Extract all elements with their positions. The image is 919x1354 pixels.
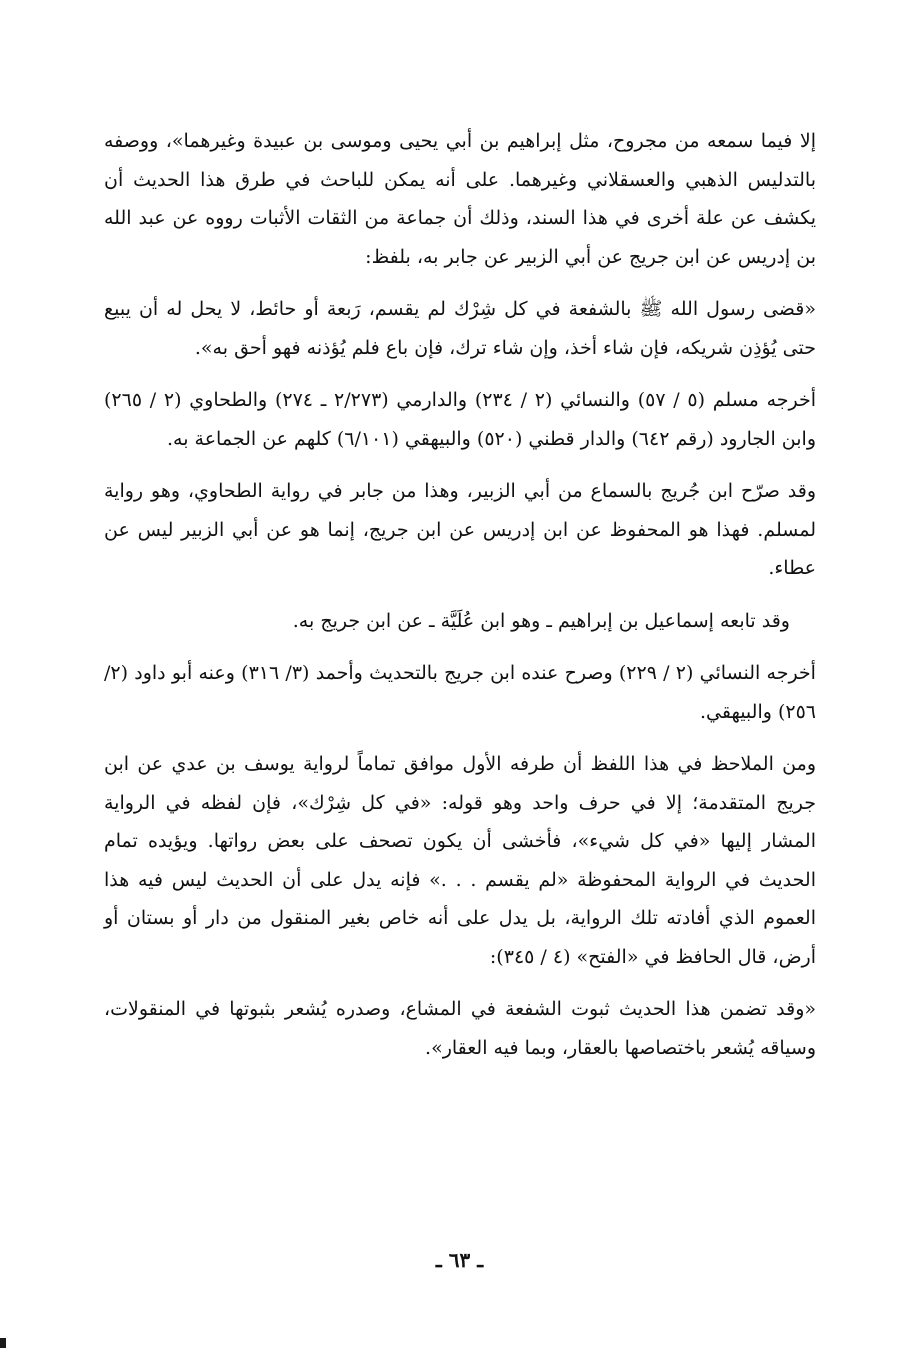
- paragraph-takhrij-1: أخرجه مسلم (٥ / ٥٧) والنسائي (٢ / ٢٣٤) والدارمي (٢/٢٧٣ ـ ٢٧٤) والطحاوي (٢ / ٢٦٥) وابن الجارود (رقم ٦٤٢) والدار قطني (٥٢٠) والبيهقي (٦/١٠١) كلهم عن الجماعة به.: [104, 389, 817, 450]
- hadith-quote: «قضى رسول الله ﷺ بالشفعة في كل شِرْك لم يقسم، رَبعة أو حائط، لا يحل له أن يبيع حتى يُؤذِن شريكه، فإن شاء أخذ، وإن شاء ترك، فإن باع فلم يُؤذنه فهو أحق به».: [104, 298, 816, 359]
- paragraph-takhrij-2: أخرجه النسائي (٢ / ٢٢٩) وصرح عنده ابن جريج بالتحديث وأحمد (٣/ ٣١٦) وعنه أبو داود (٢/ ٢٥٦) والبيهقي.: [104, 662, 816, 723]
- paragraph-1: إلا فيما سمعه من مجروح، مثل إبراهيم بن أبي يحيى وموسى بن عبيدة وغيرهما»، ووصفه بالتدليس الذهبي والعسقلاني وغيرهما. على أنه يمكن للباحث في طرق هذا الحديث أن يكشف عن علة أخرى في هذا السند، وذلك أن جماعة من الثقات الأثبات رووه عن عبد الله بن إدريس عن ابن جريج عن أبي الزبير عن جابر به، بلفظ:: [104, 130, 816, 268]
- fath-quote: «وقد تضمن هذا الحديث ثبوت الشفعة في المشاع، وصدره يُشعر بثبوتها في المنقولات، وسياقه يُشعر باختصاصها بالعقار، وبما فيه العقار».: [104, 998, 816, 1059]
- page-body: [104, 122, 816, 1081]
- page-number: ـ ٦٣ ـ: [435, 1248, 484, 1272]
- paragraph-7: ومن الملاحظ في هذا اللفظ أن طرفه الأول موافق تماماً لرواية يوسف بن عدي عن ابن جريج المتقدمة؛ إلا في حرف واحد وهو قوله: «في كل شِرْك»، فإن لفظه في الرواية المشار إليها «في كل شيء»، فأخشى أن يكون تصحف على بعض رواتها. ويؤيده تمام الحديث في الرواية المحفوظة «لم يقسم . . .» فإنه يدل على أن الحديث ليس فيه هذا العموم الذي أفادته تلك الرواية، بل يدل على أنه خاص بغير المنقول من دار أو بستان أو أرض، قال الحافظ في «الفتح» (٤ / ٣٤٥):: [104, 753, 816, 968]
- paragraph-4: وقد صرّح ابن جُريج بالسماع من أبي الزبير، وهذا من جابر في رواية الطحاوي، وهو رواية لمسلم. فهذا هو المحفوظ عن ابن إدريس عن ابن جريج، إنما هو عن أبي الزبير ليس عن عطاء.: [104, 480, 816, 579]
- scan-edge-mark: [0, 1338, 6, 1348]
- paragraph-5: وقد تابعه إسماعيل بن إبراهيم ـ وهو ابن عُلَيَّة ـ عن ابن جريج به.: [292, 609, 790, 632]
